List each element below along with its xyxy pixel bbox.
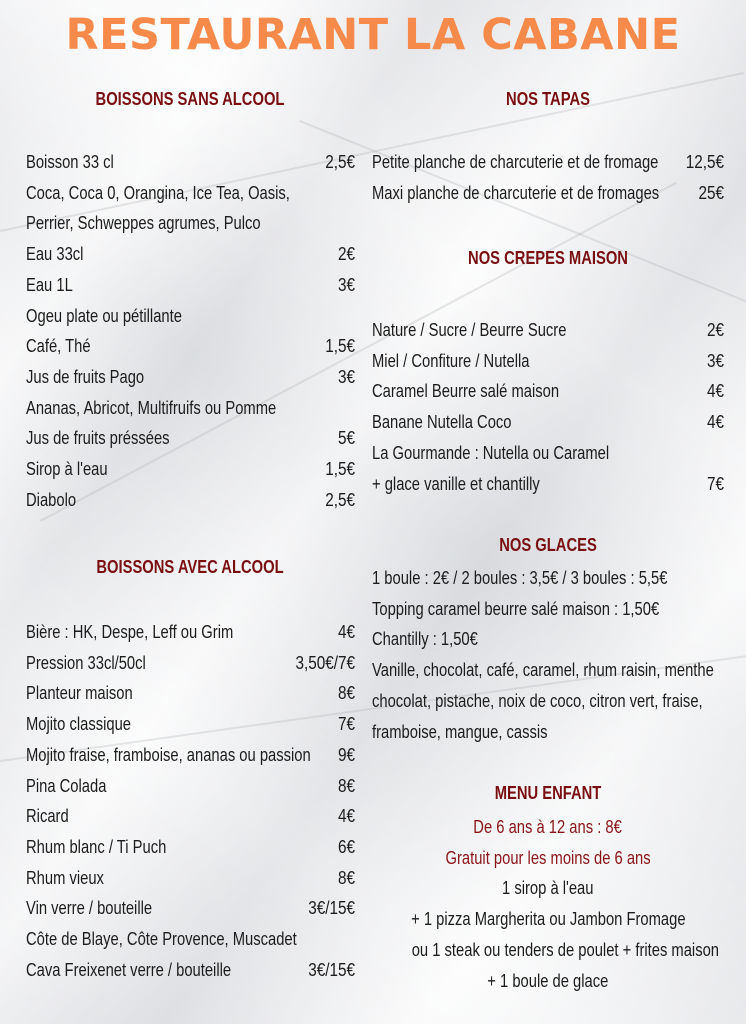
menu-item [26, 832, 355, 862]
menu-item-price: 3,50€/7€ [295, 652, 355, 673]
menu-line: chocolat, pistache, noix de coco, citron vert, fraise, [372, 690, 703, 711]
menu-item-label: Mojito classique [26, 714, 132, 735]
menu-item-label: Ananas, Abricot, Multifruifs ou Pomme [26, 397, 277, 418]
menu-item-price: 3€ [706, 350, 724, 371]
menu-item-label: Pina Colada [26, 775, 107, 796]
heading-crepes: NOS CREPES MAISON [468, 248, 628, 268]
menu-item [372, 469, 724, 499]
menu-item [26, 301, 355, 331]
menu-item [372, 376, 724, 406]
menu-item [372, 147, 724, 177]
menu-line: Chantilly : 1,50€ [372, 629, 478, 650]
menu-item [372, 346, 724, 376]
menu-item-label: La Gourmande : Nutella ou Caramel [372, 442, 610, 463]
menu-item [26, 454, 355, 484]
menu-item [26, 678, 355, 708]
menu-item-label: Jus de fruits Pago [26, 366, 145, 387]
menu-item-price: 2,5€ [325, 152, 355, 172]
menu-item-price: 2,5€ [325, 489, 355, 510]
menu-item-label: Rhum blanc / Ti Puch [26, 836, 167, 857]
menu-item [26, 801, 355, 831]
menu-item-price: 3€/15€ [308, 898, 355, 919]
menu-item-label: Vin verre / bouteille [26, 898, 153, 919]
menu-item [26, 147, 355, 177]
menu-item [26, 178, 355, 208]
menu-item [26, 955, 355, 985]
menu-item [26, 740, 355, 770]
menu-item-label: Mojito fraise, framboise, ananas ou passion [26, 744, 311, 765]
menu-item-price: 4€ [706, 412, 724, 433]
menu-item-price: 3€ [337, 274, 355, 295]
menu-item-label: Eau 33cl [26, 244, 84, 265]
menu-item [372, 178, 724, 208]
menu-item-label: Miel / Confiture / Nutella [372, 350, 530, 371]
menu-item-price: 8€ [337, 683, 355, 704]
menu-item-price: 4€ [337, 806, 355, 827]
heading-menu-enfant: MENU ENFANT [494, 783, 602, 803]
menu-item-price: 1,5€ [325, 336, 355, 357]
menu-item [26, 771, 355, 801]
menu-item [372, 407, 724, 437]
menu-item-label: Diabolo [26, 489, 77, 510]
menu-item-label: Sirop à l'eau [26, 459, 108, 479]
menu-item-price: 5€ [337, 428, 355, 449]
menu-item [26, 485, 355, 515]
menu-item-label: Coca, Coca 0, Orangina, Ice Tea, Oasis, [26, 182, 290, 203]
menu-item-price: 25€ [698, 182, 724, 203]
menu-item-label: Boisson 33 cl [26, 152, 114, 172]
menu-item [26, 709, 355, 739]
menu-item-label: Ricard [26, 806, 69, 827]
menu-line: Gratuit pour les moins de 6 ans [445, 847, 651, 868]
menu-item-price: 8€ [337, 867, 355, 888]
menu-item-label: Planteur maison [26, 683, 133, 704]
menu-line: + 1 pizza Margherita ou Jambon Fromage [410, 909, 686, 930]
menu-item-label: Côte de Blaye, Côte Provence, Muscadet [26, 929, 297, 949]
menu-item-label: Caramel Beurre salé maison [372, 381, 560, 402]
menu-line: 1 sirop à l'eau [502, 878, 594, 899]
menu-item-label: Petite planche de charcuterie et de fromage [372, 152, 659, 172]
menu-item [372, 315, 724, 345]
heading-tapas: NOS TAPAS [506, 89, 590, 109]
heading-boissons-avec-alcool: BOISSONS AVEC ALCOOL [96, 557, 284, 577]
menu-item-price: 8€ [337, 775, 355, 796]
menu-item-label: Cava Freixenet verre / bouteille [26, 959, 232, 980]
menu-item [26, 423, 355, 453]
menu-line: ou 1 steak ou tenders de poulet + frites maison [411, 939, 720, 960]
menu-item-price: 2€ [706, 320, 724, 340]
menu-item [26, 362, 355, 392]
menu-item-label: + glace vanille et chantilly [372, 473, 540, 494]
restaurant-title: RESTAURANT LA CABANE [65, 10, 681, 60]
menu-item [26, 893, 355, 923]
menu-item-price: 3€/15€ [308, 959, 355, 980]
menu-item [26, 648, 355, 678]
heading-boissons-sans-alcool: BOISSONS SANS ALCOOL [95, 89, 285, 109]
menu-item-price: 2€ [337, 244, 355, 265]
menu-item-label: Eau 1L [26, 274, 73, 295]
menu-item-label: Maxi planche de charcuterie et de fromages [372, 182, 660, 203]
menu-item-label: Pression 33cl/50cl [26, 652, 146, 673]
menu-item-price: 9€ [337, 744, 355, 765]
menu-item [26, 924, 355, 954]
menu-line: De 6 ans à 12 ans : 8€ [473, 817, 623, 837]
menu-line: Vanille, chocolat, café, caramel, rhum raisin, menthe [372, 660, 714, 681]
menu-item-label: Nature / Sucre / Beurre Sucre [372, 320, 567, 340]
menu-item-price: 3€ [337, 366, 355, 387]
menu-item-label: Rhum vieux [26, 867, 104, 888]
menu-item [26, 270, 355, 300]
menu-item-label: Ogeu plate ou pétillante [26, 305, 182, 326]
menu-line: + 1 boule de glace [487, 970, 609, 991]
menu-line: framboise, mangue, cassis [372, 721, 548, 742]
menu-item-price: 7€ [706, 473, 724, 494]
menu-item-label: Café, Thé [26, 336, 91, 357]
menu-item-label: Jus de fruits préssées [26, 428, 170, 449]
menu-line: Topping caramel beurre salé maison : 1,50€ [372, 598, 660, 619]
menu-item [26, 863, 355, 893]
heading-glaces: NOS GLACES [499, 535, 597, 555]
menu-line: 1 boule : 2€ / 2 boules : 3,5€ / 3 boules : 5,5€ [372, 568, 668, 588]
menu-item-price: 4€ [706, 381, 724, 402]
menu-item-label: Banane Nutella Coco [372, 412, 512, 433]
menu-item [26, 617, 355, 647]
menu-item [372, 438, 724, 468]
menu-item-price: 12,5€ [685, 152, 724, 172]
menu-item [26, 239, 355, 269]
menu-item-price: 6€ [337, 836, 355, 857]
menu-item-price: 7€ [337, 714, 355, 735]
menu-item-label: Perrier, Schweppes agrumes, Pulco [26, 213, 261, 234]
menu-item [26, 208, 355, 238]
menu-item-label: Bière : HK, Despe, Leff ou Grim [26, 622, 234, 642]
menu-item-price: 4€ [337, 622, 355, 642]
menu-item [26, 331, 355, 361]
menu-item-price: 1,5€ [325, 459, 355, 479]
menu-item [26, 393, 355, 423]
